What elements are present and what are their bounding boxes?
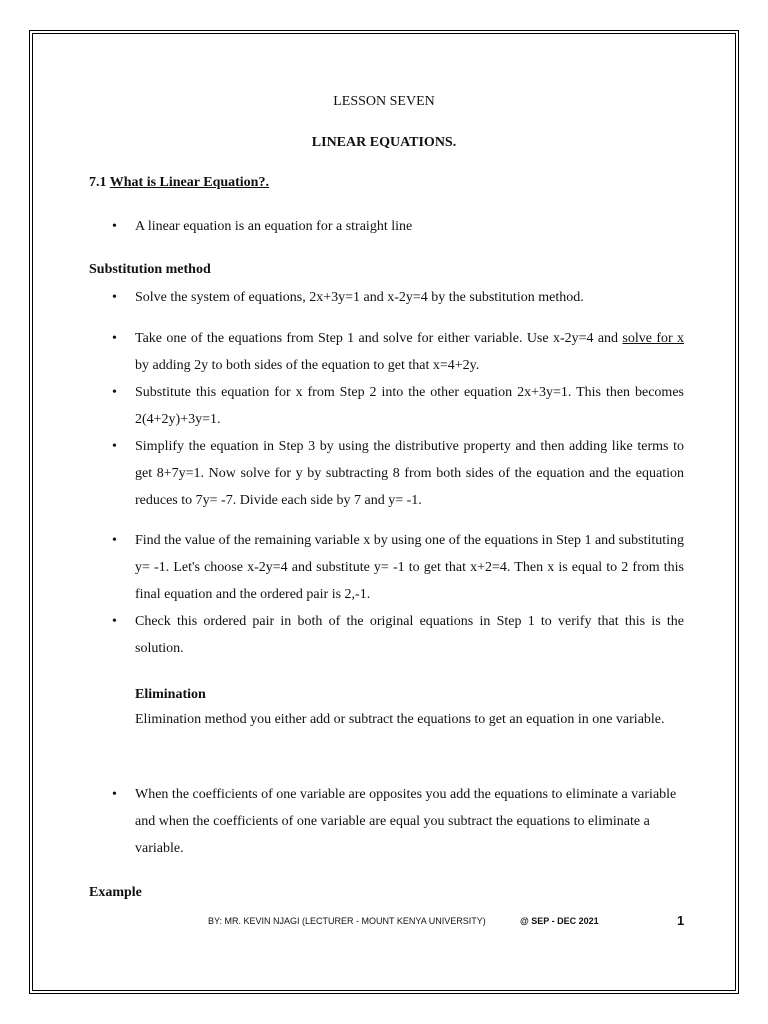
- page-title: LINEAR EQUATIONS.: [311, 135, 457, 150]
- section-number: 7.1: [89, 175, 107, 190]
- footer-author: BY: MR. KEVIN NJAGI (LECTURER - MOUNT KENYA UNIVERSITY): [208, 916, 486, 926]
- bullet-icon: •: [112, 614, 117, 629]
- elimination-heading: Elimination: [135, 687, 206, 702]
- example-heading: Example: [89, 885, 142, 900]
- bullet-icon: •: [112, 385, 117, 400]
- substitution-step-3: Substitute this equation for x from Step 2 into the other equation 2x+3y=1. This then becomes 2(4+2y)+3y=1.: [135, 385, 684, 427]
- elimination-bullet: When the coefficients of one variable are opposites you add the equations to eliminate a variable and when the coefficients of one variable are equal you subtract the equations to eliminate a variable.: [135, 787, 677, 856]
- substitution-heading: Substitution method: [89, 262, 211, 277]
- step-2-text-b: by adding 2y to both sides of the equation to get that x=4+2y.: [135, 358, 480, 373]
- section-heading: [89, 175, 269, 191]
- substitution-step-1: Solve the system of equations, 2x+3y=1 and x-2y=4 by the substitution method.: [135, 290, 584, 305]
- elimination-text: Elimination method you either add or subtract the equations to get an equation in one variable.: [135, 712, 665, 727]
- step-2-text-a: Take one of the equations from Step 1 and solve for either variable. Use x-2y=4 and: [135, 331, 623, 346]
- section-title: What is Linear Equation?.: [109, 175, 269, 190]
- substitution-step-2: [135, 325, 684, 379]
- intro-bullet-text: A linear equation is an equation for a straight line: [135, 219, 413, 234]
- substitution-step-5: Find the value of the remaining variable x by using one of the equations in Step 1 and substituting y= -1. Let's choose x-2y=4 and substitute y= -1 to get that x+2=4. Then x is equal to 2 from this final equation and the ordered pair is 2,-1.: [135, 533, 685, 602]
- bullet-icon: •: [112, 331, 117, 346]
- page-number: 1: [677, 913, 685, 928]
- bullet-icon: •: [112, 787, 117, 802]
- bullet-icon: •: [112, 533, 117, 548]
- substitution-step-6: Check this ordered pair in both of the original equations in Step 1 to verify that this is the solution.: [135, 614, 684, 656]
- bullet-icon: •: [112, 219, 117, 234]
- footer-date: @ SEP - DEC 2021: [520, 916, 599, 926]
- bullet-icon: •: [112, 439, 117, 454]
- bullet-icon: •: [112, 290, 117, 305]
- lesson-label: LESSON SEVEN: [333, 94, 435, 109]
- step-2-underlined: solve for x: [622, 331, 684, 346]
- substitution-step-4: Simplify the equation in Step 3 by using the distributive property and then adding like terms to get 8+7y=1. Now solve for y by subtracting 8 from both sides of the equation and the equation reduces to 7y= -7. Divide each side by 7 and y= -1.: [135, 439, 684, 508]
